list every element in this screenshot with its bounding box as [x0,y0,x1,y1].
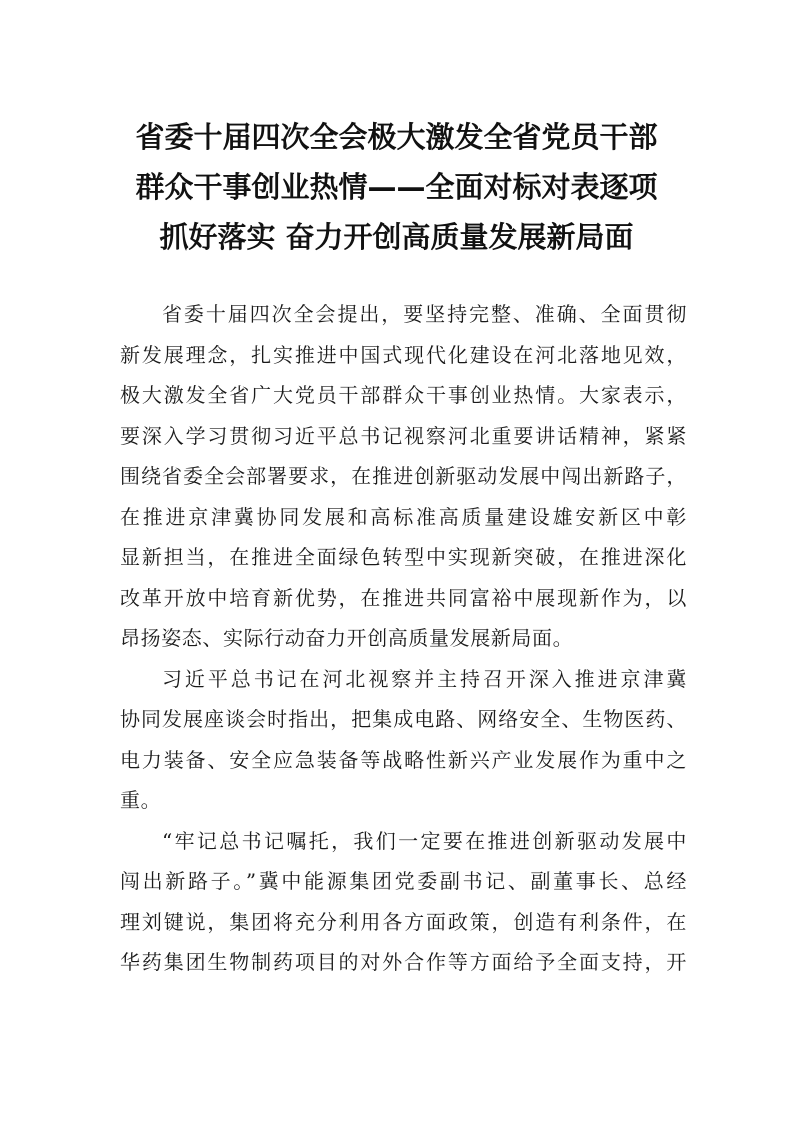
text-line: 省委十届四次全会提出，要坚持完整、准确、全面贯彻 [162,302,687,326]
title-line: 抓好落实 奋力开创高质量发展新局面 [159,220,634,254]
text-line: 要深入学习贯彻习近平总书记视察河北重要讲话精神，紧紧 [120,423,687,448]
text-line: 极大激发全省广大党员干部群众干事创业热情。大家表示， [120,383,687,407]
text-line: 在推进京津冀协同发展和高标准高质量建设雄安新区中彰 [120,504,687,529]
text-line: 理刘键说，集团将充分利用各方面政策，创造有利条件，在 [120,909,687,934]
title-line: 省委十届四次全会极大激发全省党员干部 [135,120,658,154]
paragraph [120,659,687,821]
article-body [120,294,687,983]
text-line: 围绕省委全会部署要求，在推进创新驱动发展中闯出新路子， [120,464,687,488]
text-line: 显新担当，在推进全面绿色转型中实现新突破，在推进深化 [120,545,687,569]
text-line: 电力装备、安全应急装备等战略性新兴产业发展作为重中之 [120,747,687,772]
text-line: “牢记总书记嘱托，我们一定要在推进创新驱动发展中 [162,828,687,853]
paragraph [120,294,687,659]
text-line: 闯出新路子。”冀中能源集团党委副书记、副董事长、总经 [120,869,687,893]
text-line: 重。 [120,788,162,812]
article-title [100,112,693,262]
text-line: 昂扬姿态、实际行动奋力开创高质量发展新局面。 [120,626,574,650]
text-line: 改革开放中培育新优势，在推进共同富裕中展现新作为，以 [120,585,687,610]
title-line: 群众干事创业热情——全面对标对表逐项 [135,170,658,204]
paragraph [120,821,687,983]
text-line: 新发展理念，扎实推进中国式现代化建设在河北落地见效， [120,342,687,367]
text-line: 协同发展座谈会时指出，把集成电路、网络安全、生物医药、 [120,707,687,731]
text-line: 华药集团生物制药项目的对外合作等方面给予全面支持，开 [120,950,687,974]
text-line: 习近平总书记在河北视察并主持召开深入推进京津冀 [162,666,687,691]
